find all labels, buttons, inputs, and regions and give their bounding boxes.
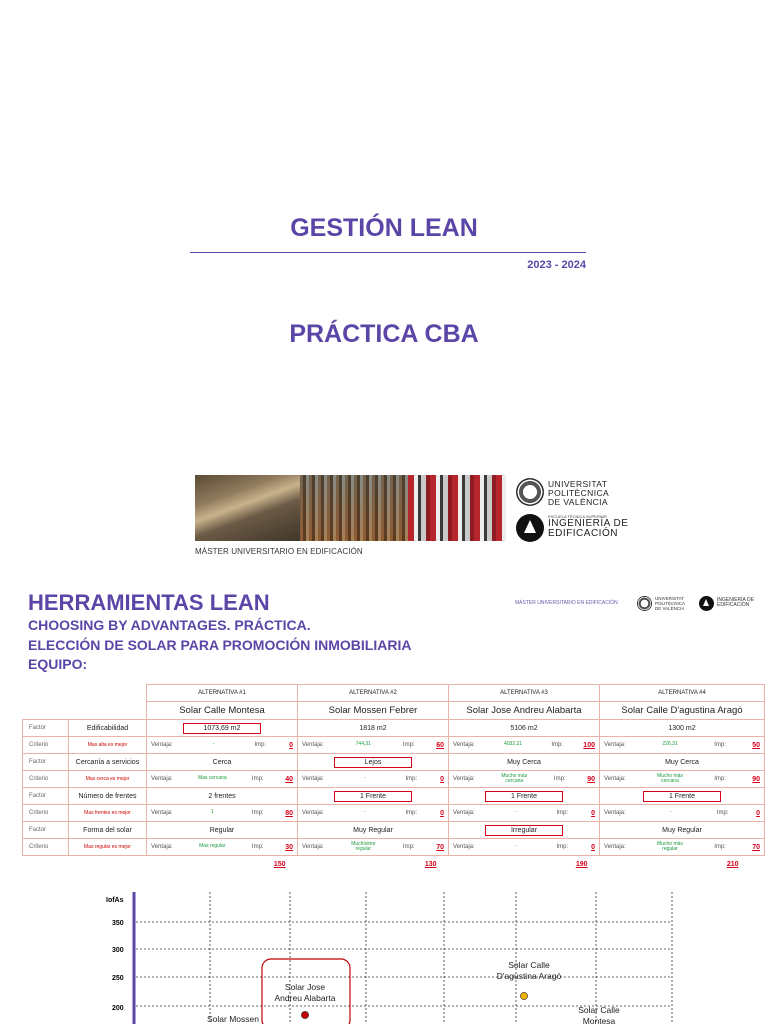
imp-label: Imp: (556, 844, 569, 850)
ventaja-label: Ventaja: (453, 810, 475, 816)
factor-label: Factor (23, 720, 69, 737)
attribute-cell (449, 720, 600, 737)
advantage-value: 1 (210, 809, 214, 816)
advantage-cell (147, 771, 298, 788)
imp-label: Imp: (556, 810, 569, 816)
advantage-value: - (363, 775, 366, 782)
importance-value: 80 (285, 809, 293, 817)
alt-name: Solar Calle D'agustina Aragó (600, 702, 765, 720)
importance-value: 0 (756, 809, 760, 817)
attribute-value: 1 Frente (359, 792, 387, 800)
advantage-cell (600, 737, 765, 754)
point-label: Solar Calle (578, 1005, 620, 1015)
section-title: HERRAMIENTAS LEAN (28, 590, 270, 615)
attribute-cell (298, 788, 449, 805)
imp-label: Imp: (714, 742, 726, 748)
alt-tag: ALTERNATIVA #3 (449, 685, 600, 702)
ventaja-label: Ventaja: (302, 742, 324, 748)
facade-photo (408, 475, 506, 541)
advantage-cell (298, 737, 449, 754)
alt-tag-row (23, 685, 765, 702)
ventaja-label: Ventaja: (302, 776, 324, 782)
data-point (520, 992, 527, 999)
imp-label: Imp: (251, 810, 264, 816)
criterion-name: Mas cerca es mejor (69, 771, 147, 788)
importance-value: 0 (289, 741, 293, 749)
advantage-value: - (514, 809, 517, 816)
alt-tag: ALTERNATIVA #1 (147, 685, 298, 702)
advantage-value: - (212, 741, 215, 748)
imp-label: Imp: (551, 742, 563, 748)
advantage-value: 226,31 (662, 741, 678, 748)
attribute-value: 1 Frente (668, 792, 696, 800)
attribute-value: Irregular (510, 826, 538, 834)
selected-attribute-box (334, 791, 412, 802)
construction-photo (195, 475, 300, 541)
ventaja-label: Ventaja: (151, 844, 173, 850)
attribute-cell (147, 822, 298, 839)
advantage-value: - (670, 809, 673, 816)
subtitle-cba: CHOOSING BY ADVANTAGES. PRÁCTICA. (28, 617, 311, 633)
importance-value: 0 (591, 809, 595, 817)
factor-label: Factor (23, 754, 69, 771)
imp-label: Imp: (402, 742, 415, 748)
importance-value: 0 (440, 809, 444, 817)
upv-name-small: UNIVERSITAT POLITÈCNICA DE VALÈNCIA (655, 596, 686, 611)
attribute-cell (147, 788, 298, 805)
school-logo-small-icon (699, 596, 714, 611)
practice-title: PRÁCTICA CBA (289, 320, 479, 348)
attribute-cell (298, 754, 449, 771)
importance-value: 100 (583, 741, 595, 749)
ventaja-label: Ventaja: (453, 776, 475, 782)
alt-total: 130 (424, 861, 437, 869)
selected-attribute-box (643, 791, 721, 802)
importance-value: 0 (591, 843, 595, 851)
attribute-value: 1818 m2 (359, 724, 387, 732)
importance-value: 0 (440, 775, 444, 783)
imp-label: Imp: (254, 742, 267, 748)
selected-attribute-box (183, 723, 261, 734)
factor-row (23, 754, 765, 771)
cba-table (22, 684, 765, 874)
alt-name-row (23, 702, 765, 720)
attribute-value: 1073,69 m2 (203, 724, 241, 732)
attribute-value: Muy Regular (353, 826, 393, 834)
criterion-label: Criterio (23, 771, 69, 788)
slide-title: GESTIÓN LEAN (290, 214, 478, 242)
advantage-value: Mas cercana (197, 775, 227, 782)
alt-name: Solar Mossen Febrer (298, 702, 449, 720)
advantage-cell (600, 771, 765, 788)
imp-label: Imp: (714, 844, 726, 850)
advantage-value: 4032,31 (503, 741, 523, 748)
selected-attribute-box (485, 791, 563, 802)
advantage-cell (449, 839, 600, 856)
attribute-value: 5106 m2 (510, 724, 538, 732)
attribute-cell (449, 754, 600, 771)
attribute-value: Regular (209, 826, 235, 834)
importance-value: 90 (752, 775, 760, 783)
upv-seal-icon (516, 478, 544, 506)
attribute-value: 2 frentes (208, 792, 236, 800)
academic-year: 2023 - 2024 (527, 259, 586, 271)
point-label: Solar Calle (508, 960, 550, 970)
advantage-cell (147, 737, 298, 754)
attribute-value: Cerca (212, 758, 232, 766)
criterion-label: Criterio (23, 737, 69, 754)
criterion-label: Criterio (23, 805, 69, 822)
upv-seal-small-icon (637, 596, 652, 611)
imp-label: Imp: (714, 776, 726, 782)
attribute-cell (298, 822, 449, 839)
importance-value: 70 (752, 843, 760, 851)
totals-row (23, 856, 765, 874)
point-label: Montesa (582, 1016, 616, 1024)
attribute-cell (600, 822, 765, 839)
y-tick-label: 300 (112, 947, 124, 954)
factor-name: Cercanía a servicios (69, 754, 147, 771)
criterion-name: Mas frentes es mejor (69, 805, 147, 822)
attribute-cell (600, 788, 765, 805)
advantage-cell (298, 805, 449, 822)
attribute-cell (600, 754, 765, 771)
imp-label: Imp: (405, 810, 418, 816)
imp-label: Imp: (251, 776, 264, 782)
criterion-row (23, 805, 765, 822)
advantage-cell (298, 771, 449, 788)
criterion-row (23, 737, 765, 754)
attribute-cell (147, 754, 298, 771)
alt-tag: ALTERNATIVA #2 (298, 685, 449, 702)
importance-value: 50 (752, 741, 760, 749)
importance-value: 30 (285, 843, 293, 851)
criterion-name: Mas regular es mejor (69, 839, 147, 856)
y-tick-label: 250 (112, 975, 124, 982)
attribute-value: 1300 m2 (668, 724, 696, 732)
attribute-value: Muy Cerca (665, 758, 699, 766)
selected-attribute-box (485, 825, 563, 836)
advantage-cell (449, 737, 600, 754)
alt-total: 150 (273, 861, 286, 869)
factor-row (23, 788, 765, 805)
factor-name: Número de frentes (69, 788, 147, 805)
imp-label: Imp: (402, 844, 415, 850)
advantage-value: Muchísimo regular (351, 840, 376, 852)
factor-row (23, 720, 765, 737)
imp-label: Imp: (716, 810, 729, 816)
scaffold-photo (300, 475, 408, 541)
attribute-cell (449, 788, 600, 805)
advantage-cell (449, 805, 600, 822)
subtitle-eleccion: ELECCIÓN DE SOLAR PARA PROMOCIÓN INMOBILIARIA (28, 637, 412, 653)
point-label: D'agustina Aragó (496, 971, 562, 981)
alt-tag: ALTERNATIVA #4 (600, 685, 765, 702)
ventaja-label: Ventaja: (604, 810, 626, 816)
ventaja-label: Ventaja: (604, 844, 626, 850)
ventaja-label: Ventaja: (302, 844, 324, 850)
y-axis-label: IofAs (106, 897, 124, 904)
school-name-small: INGENIERÍA DE EDIFICACIÓN (717, 597, 754, 608)
ventaja-label: Ventaja: (604, 742, 626, 748)
importance-value: 90 (587, 775, 595, 783)
advantage-value: Mucho más regular (657, 840, 683, 852)
criterion-name: Mas alta es mejor (69, 737, 147, 754)
attribute-cell (298, 720, 449, 737)
attribute-value: 1 Frente (510, 792, 538, 800)
point-label: Andreu Alabarta (274, 993, 336, 1003)
ventaja-label: Ventaja: (151, 776, 173, 782)
factor-label: Factor (23, 822, 69, 839)
imp-label: Imp: (251, 844, 264, 850)
y-tick-label: 200 (112, 1005, 124, 1012)
criterion-row (23, 839, 765, 856)
selected-attribute-box (334, 757, 412, 768)
advantage-value: - (514, 843, 517, 850)
factor-label: Factor (23, 788, 69, 805)
ventaja-label: Ventaja: (151, 810, 173, 816)
importance-value: 60 (436, 741, 444, 749)
y-tick-label: 350 (112, 920, 124, 927)
advantage-cell (600, 805, 765, 822)
master-caption: MÁSTER UNIVERSITARIO EN EDIFICACIÓN (195, 547, 363, 556)
header-master-caption: MÁSTER UNIVERSITARIO EN EDIFICACIÓN (515, 600, 618, 606)
data-point (301, 1011, 308, 1018)
ventaja-label: Ventaja: (453, 844, 475, 850)
attribute-cell (147, 720, 298, 737)
alt-total: 210 (726, 861, 739, 869)
upv-name: UNIVERSITAT POLITÈCNICA DE VALÈNCIA (548, 479, 610, 507)
advantage-cell (147, 839, 298, 856)
factor-rows (23, 720, 765, 856)
factor-name: Forma del solar (69, 822, 147, 839)
iofas-chart (0, 880, 768, 1024)
criterion-row (23, 771, 765, 788)
attribute-value: Muy Regular (662, 826, 702, 834)
advantage-value: Mucho más cercana (657, 772, 683, 784)
advantage-value: Mas regular (199, 843, 226, 850)
subtitle-equipo: EQUIPO: (28, 656, 88, 672)
alt-name: Solar Jose Andreu Alabarta (449, 702, 600, 720)
importance-value: 70 (436, 843, 444, 851)
attribute-cell (449, 822, 600, 839)
factor-row (23, 822, 765, 839)
school-name: ESCUELA TÉCNICA SUPERIOR INGENIERÍA DE EDIFICACIÓN (548, 514, 629, 539)
advantage-cell (298, 839, 449, 856)
advantage-cell (147, 805, 298, 822)
criterion-label: Criterio (23, 839, 69, 856)
advantage-value: - (363, 809, 366, 816)
advantage-value: 744,31 (355, 741, 371, 748)
point-label: Solar Mossen (207, 1014, 259, 1024)
alt-total: 190 (575, 861, 588, 869)
school-logo-icon (516, 514, 544, 542)
advantage-cell (600, 839, 765, 856)
advantage-cell (449, 771, 600, 788)
advantage-value: Mucho más cercana (501, 772, 528, 784)
ventaja-label: Ventaja: (604, 776, 626, 782)
alt-name: Solar Calle Montesa (147, 702, 298, 720)
ventaja-label: Ventaja: (302, 810, 324, 816)
imp-label: Imp: (405, 776, 418, 782)
imp-label: Imp: (553, 776, 566, 782)
attribute-value: Lejos (364, 758, 382, 766)
ventaja-label: Ventaja: (453, 742, 475, 748)
title-divider (190, 252, 586, 253)
importance-value: 40 (285, 775, 293, 783)
factor-name: Edificabilidad (69, 720, 147, 737)
attribute-value: Muy Cerca (507, 758, 541, 766)
ventaja-label: Ventaja: (151, 742, 173, 748)
point-label: Solar Jose (284, 982, 326, 992)
attribute-cell (600, 720, 765, 737)
